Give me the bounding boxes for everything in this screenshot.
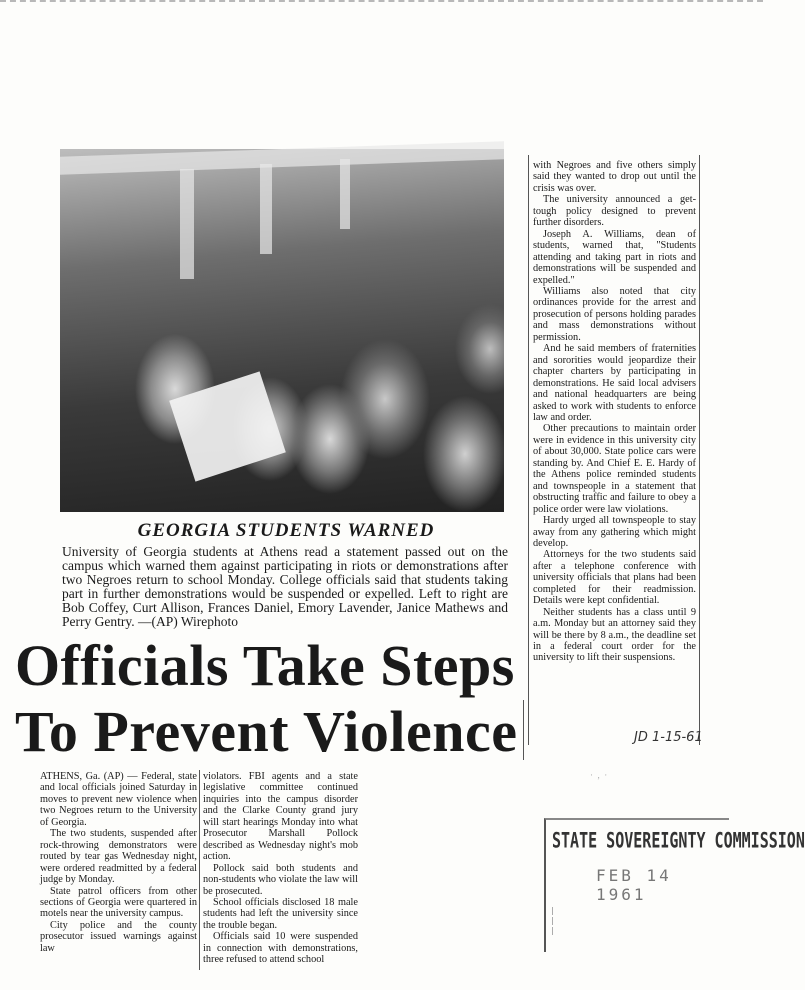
- paragraph: City police and the county prosecutor issued warnings against law: [40, 919, 197, 954]
- article-column-left: [40, 771, 197, 954]
- column-divider: [199, 770, 200, 970]
- stamp-date: FEB 14 1961: [596, 866, 672, 904]
- statement-paper: [169, 371, 286, 481]
- headline-line-2: To Prevent Violence: [15, 699, 518, 764]
- paragraph: Joseph A. Williams, dean of students, warned that, "Students attending and taking part in riots and demonstrations will be suspended and expelled.": [533, 228, 696, 286]
- headline-rule: [523, 700, 524, 760]
- article-column-middle: [203, 771, 358, 966]
- paragraph: School officials disclosed 18 male students had left the university since the trouble began.: [203, 896, 358, 931]
- paragraph: State patrol officers from other sections of Georgia were quartered in motels near the university campus.: [40, 885, 197, 920]
- handwritten-initials: JD 1-15-61: [634, 730, 703, 745]
- paragraph: ATHENS, Ga. (AP) — Federal, state and local officials joined Saturday in moves to prevent new violence when two Negroes return to the University of Georgia.: [40, 771, 197, 828]
- paragraph: The university announced a get-tough policy designed to prevent further disorders.: [533, 194, 696, 229]
- paragraph: Hardy urged all townspeople to stay away from any gathering which might develop.: [533, 515, 696, 549]
- article-column-right: [533, 160, 696, 664]
- photo-caption-title: GEORGIA STUDENTS WARNED: [137, 520, 435, 541]
- paragraph: violators. FBI agents and a state legislative committee continued inquiries into the campus disorder and the Clarke County grand jury will start hearings Monday into what Prosecutor Marshall Pollock described as Wednesday night's mob action.: [203, 771, 358, 863]
- paragraph: with Negroes and five others simply said they wanted to drop out until the crisis was over.: [533, 160, 696, 194]
- paragraph: Attorneys for the two students said after a telephone conference with university officials that plans had been completed for their readmission. Details were kept confidential.: [533, 549, 696, 607]
- news-photo: [60, 149, 504, 512]
- column-divider: [528, 155, 529, 745]
- headline-line-1: Officials Take Steps: [15, 633, 515, 698]
- column-divider: [699, 155, 700, 745]
- paragraph: And he said members of fraternities and sororities would jeopardize their chapter charters by participating in demonstrations. He said local advisers and national headquarters are being asked to work with students to enforce law and order.: [533, 343, 696, 423]
- commission-stamp: [544, 818, 805, 968]
- photo-caption: University of Georgia students at Athens read a statement passed out on the campus which warned them against participating in riots or demonstrations after two Negroes return to school Monday. College officials said that students taking part in further demonstrations would be suspended or expelled. Left to right are Bob Coffey, Curt Allison, Frances Daniel, Emory Lavender, Janice Mathews and Perry Gentry. —(AP) Wirephoto: [62, 544, 508, 629]
- paragraph: Williams also noted that city ordinances provide for the arrest and prosecution of persons holding parades and mass demonstrations without permission.: [533, 285, 696, 343]
- paragraph: Neither students has a class until 9 a.m. Monday but an attorney said they will be there by 8 a.m., the deadline set in a federal court order for the university to lift their suspensions.: [533, 606, 696, 664]
- paragraph: The two students, suspended after rock-throwing demonstrators were routed by tear gas Wednesday night, were ordered readmitted by a federal judge by Monday.: [40, 828, 197, 886]
- page-top-border: [0, 0, 763, 6]
- scan-specks: · , ·: [590, 770, 608, 780]
- stamp-faint-lines: | | |: [550, 906, 555, 935]
- paragraph: Other precautions to maintain order were in evidence in this university city of about 30,000. State police cars were standing by. And Chief E. E. Hardy of the Athens police reminded students and townspeople in a statement that obstructing traffic and failure to obey a police order were law violations.: [533, 423, 696, 515]
- paragraph: Pollock said both students and non-students who violate the law will be prosecuted.: [203, 862, 358, 897]
- stamp-title: STATE SOVEREIGNTY COMMISSION: [552, 828, 805, 854]
- paragraph: Officials said 10 were suspended in connection with demonstrations, three refused to attend school: [203, 931, 358, 966]
